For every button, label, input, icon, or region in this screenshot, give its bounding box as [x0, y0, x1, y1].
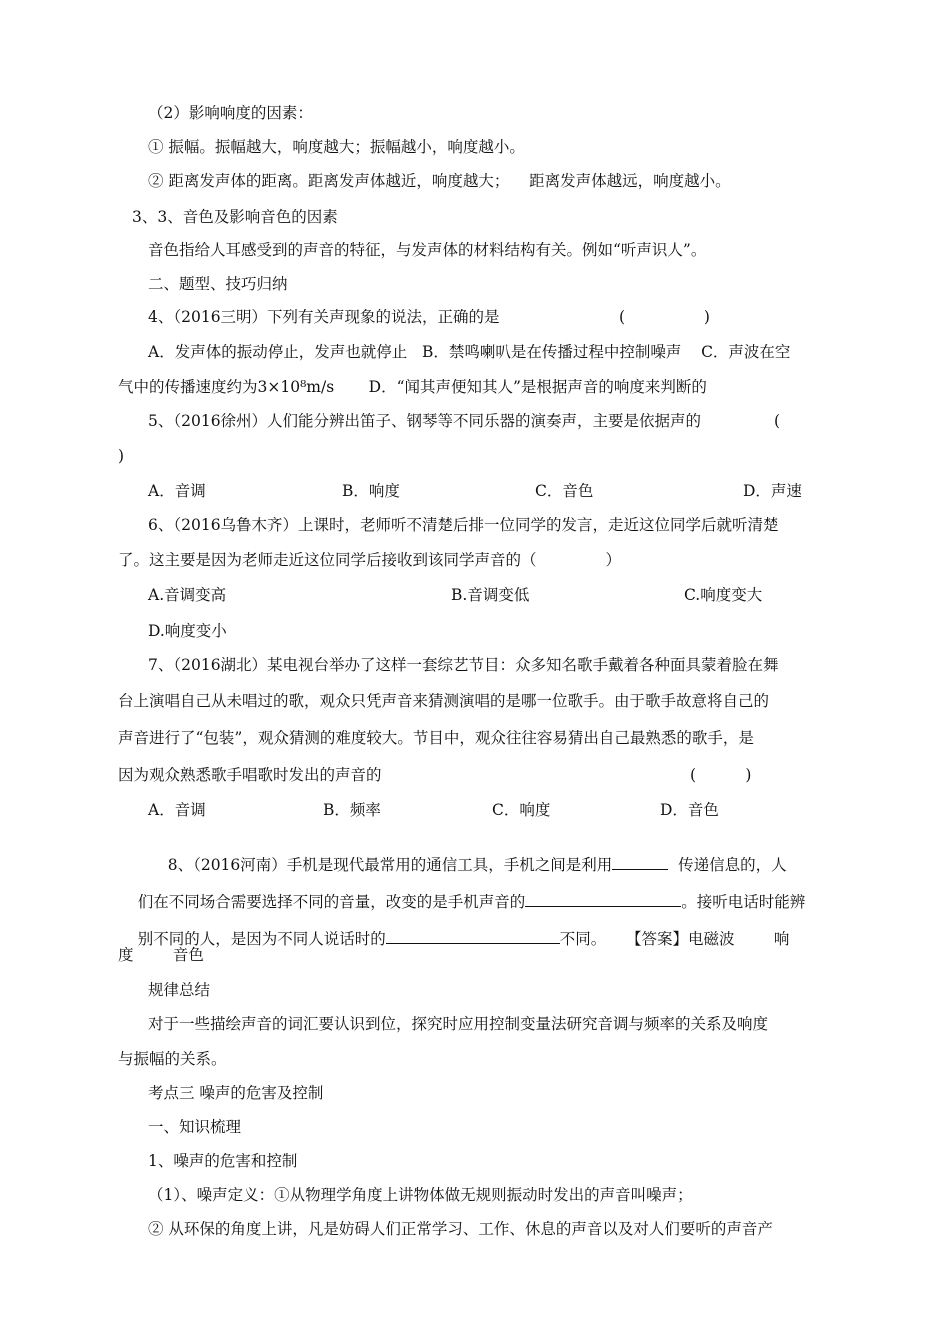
answer-text: 度 音色	[118, 946, 204, 964]
question-stem	[118, 909, 789, 969]
option: C.响度变大	[684, 586, 763, 604]
option: B．响度	[342, 482, 400, 500]
question-stem: 4、（2016三明）下列有关声现象的说法，正确的是	[148, 308, 500, 326]
text-line: 音色指给人耳感受到的声音的特征，与发声体的材料结构有关。例如“听声识人”。	[148, 241, 707, 259]
section-heading: 规律总结	[148, 981, 211, 999]
section-heading: 考点三 噪声的危害及控制	[148, 1084, 324, 1102]
question-stem: 声音进行了“包装”，观众猜测的难度较大。节目中，观众往往容易猜出自己最熟悉的歌手，是	[118, 729, 754, 747]
question-stem: 台上演唱自己从未唱过的歌，观众只凭声音来猜测演唱的是哪一位歌手。由于歌手故意将自己的	[118, 692, 770, 710]
text-line: ② 距离发声体的距离。距离发声体越近，响度越大； 距离发声体越远，响度越小。	[148, 172, 731, 190]
fill-blank	[525, 892, 681, 907]
option: A．音调	[148, 801, 206, 819]
text-line: ② 从环保的角度上讲，凡是妨碍人们正常学习、工作、休息的声音以及对人们要听的声音产	[148, 1220, 773, 1238]
question-stem: 因为观众熟悉歌手唱歌时发出的声音的	[118, 766, 382, 784]
question-stem: 6、（2016乌鲁木齐）上课时，老师听不清楚后排一位同学的发言，走近这位同学后就听清楚	[148, 516, 779, 534]
option: B.音调变低	[451, 586, 530, 604]
fill-blank	[612, 855, 668, 870]
section-heading: 1、噪声的危害和控制	[148, 1152, 298, 1170]
section-heading: 3、3、音色及影响音色的因素	[132, 208, 338, 226]
option: D．音色	[660, 801, 719, 819]
question-text: 们在不同场合需要选择不同的音量，改变的是手机声音的	[137, 893, 526, 911]
question-text: 不同。	[559, 930, 607, 948]
option-line: A．发声体的振动停止，发声也就停止 B．禁鸣喇叭是在传播过程中控制噪声 C．声波在空	[148, 343, 791, 361]
answer-paren: ( )	[619, 308, 710, 326]
text-line: 与振幅的关系。	[118, 1050, 227, 1068]
question-text: 别不同的人，是因为不同人说话时的	[137, 930, 386, 948]
section-heading: 一、知识梳理	[148, 1118, 242, 1136]
fill-blank	[386, 929, 560, 944]
option: D.响度变小	[148, 622, 227, 640]
text-line: 对于一些描绘声音的词汇要认识到位，探究时应用控制变量法研究音调与频率的关系及响度	[148, 1015, 769, 1033]
answer-paren: ( )	[690, 766, 752, 784]
text-line: （2）影响响度的因素：	[148, 104, 313, 122]
option: D．声速	[743, 482, 802, 500]
text-line: ① 振幅。振幅越大，响度越大；振幅越小，响度越小。	[148, 138, 525, 156]
question-stem: 了。这主要是因为老师走近这位同学后接收到该同学声音的（ ）	[118, 551, 621, 569]
option: A.音调变高	[148, 586, 227, 604]
question-stem: 7、（2016湖北）某电视台举办了这样一套综艺节目：众多知名歌手戴着各种面具蒙着脸在舞	[148, 656, 779, 674]
question-text: 。接听电话时能辨	[681, 893, 806, 911]
section-heading: 二、题型、技巧归纳	[148, 275, 288, 293]
option: A．音调	[148, 482, 206, 500]
option-line: 气中的传播速度约为3×10⁸m/s D．“闻其声便知其人”是根据声音的响度来判断的	[118, 378, 707, 396]
question-text: 传递信息的，人	[678, 856, 787, 874]
answer-text: 【答案】电磁波 响	[625, 930, 790, 948]
answer-paren: )	[118, 447, 125, 465]
option: C．音色	[535, 482, 594, 500]
text-line: （1）、噪声定义：①从物理学角度上讲物体做无规则振动时发出的声音叫噪声；	[148, 1186, 693, 1204]
option: C．响度	[492, 801, 551, 819]
question-text: 8、（2016河南）手机是现代最常用的通信工具，手机之间是利用	[167, 856, 613, 874]
option: B．频率	[323, 801, 381, 819]
answer-paren: (	[774, 412, 781, 430]
question-stem: 5、（2016徐州）人们能分辨出笛子、钢琴等不同乐器的演奏声，主要是依据声的	[148, 412, 702, 430]
